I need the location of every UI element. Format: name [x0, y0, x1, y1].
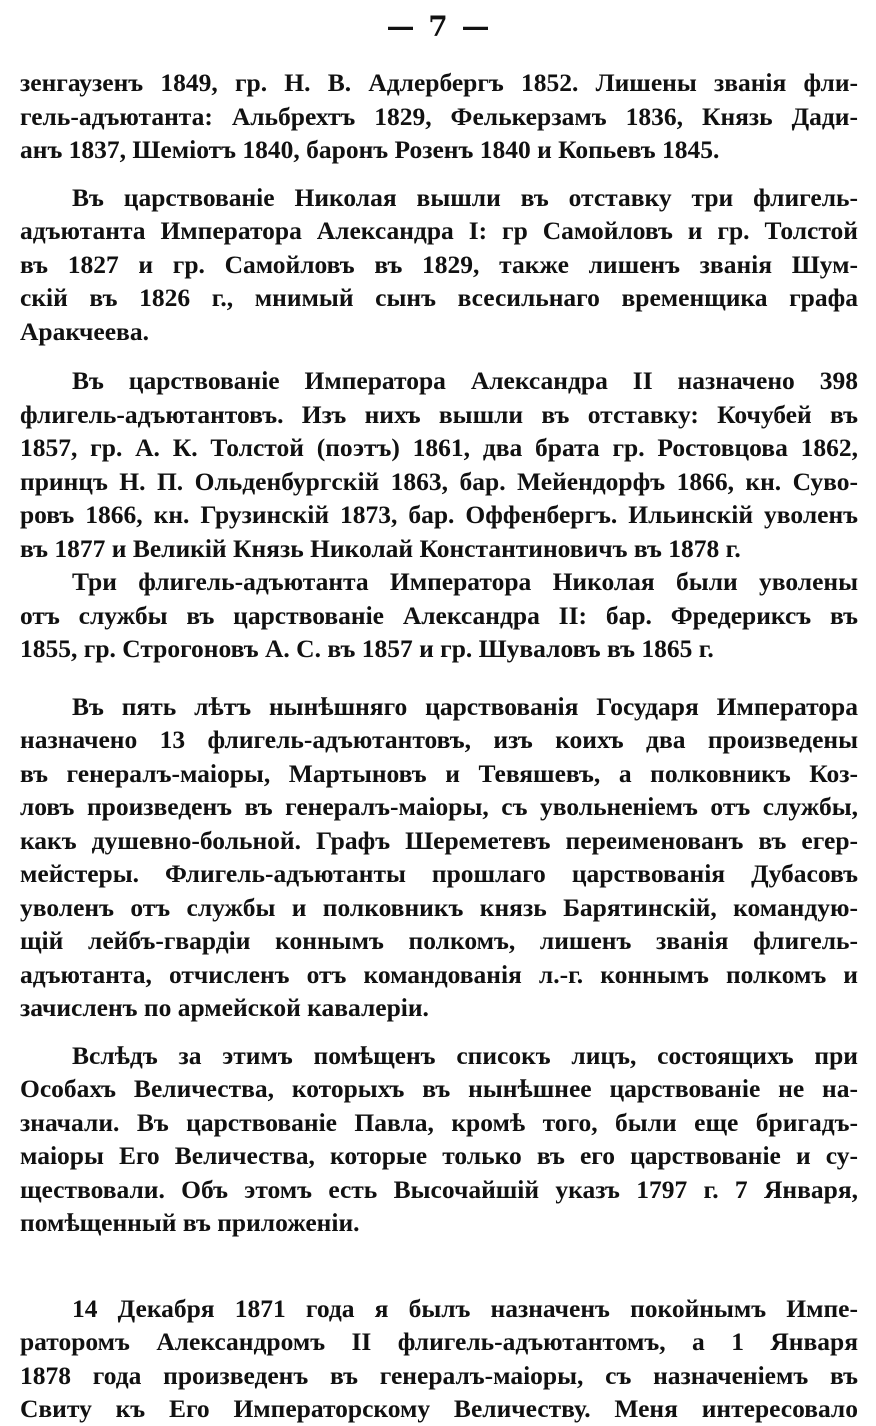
- paragraph-6: [20, 1039, 858, 1240]
- text-line: въ 1877 и Великій Князь Николай Константиновичъ въ 1878 г.: [20, 533, 741, 563]
- text-line: въ 1827 и гр. Самойловъ въ 1829, также лишенъ званія Шум-: [20, 249, 858, 279]
- text-line: адъютанта Императора Александра I: гр Самойловъ и гр. Толстой: [20, 216, 858, 245]
- text-line: скій въ 1826 г., мнимый сынъ всесильнаго временщика графа: [20, 283, 858, 312]
- text-line: 1878 года произведенъ въ генералъ-маіоры, съ назначеніемъ въ: [20, 1360, 858, 1390]
- text-line: Въ царствованіе Императора Александра II назначено 398: [72, 366, 858, 395]
- text-line: гель-адъютанта: Альбрехтъ 1829, Фелькерзамъ 1836, Князь Дади-: [20, 101, 858, 131]
- text-line: 1857, гр. А. К. Толстой (поэтъ) 1861, два брата гр. Ростовцова 1862,: [20, 433, 858, 462]
- text-line: зенгаузенъ 1849, гр. Н. В. Адлербергъ 1852. Лишены званія фли-: [20, 68, 858, 97]
- text-line: въ генералъ-маіоры, Мартыновъ и Тевяшевъ, а полковникъ Коз-: [20, 758, 858, 788]
- text-line: значали. Въ царствованіе Павла, кромѣ того, были еще бригадъ-: [20, 1107, 858, 1137]
- paragraph-7: [20, 1292, 858, 1426]
- text-line: принцъ Н. П. Ольденбургскій 1863, бар. Мейендорфъ 1866, кн. Суво-: [20, 466, 858, 496]
- paragraph-5: [20, 690, 858, 1025]
- text-line: Аракчеева.: [20, 316, 149, 346]
- text-line: адъютанта, отчисленъ отъ командованія л.-г. коннымъ полкомъ и: [20, 959, 858, 989]
- text-line: отъ службы въ царствованіе Александра II: бар. Фредериксъ въ: [20, 600, 858, 630]
- text-line: 14 Декабря 1871 года я былъ назначенъ покойнымъ Импе-: [72, 1293, 858, 1323]
- text-line: Вслѣдъ за этимъ помѣщенъ списокъ лицъ, состоящихъ при: [72, 1040, 858, 1070]
- text-line: 1855, гр. Строгоновъ А. С. въ 1857 и гр. Шуваловъ въ 1865 г.: [20, 634, 714, 663]
- text-line: Свиту къ Его Императорскому Величеству. Меня интересовало: [20, 1394, 858, 1423]
- text-line: раторомъ Александромъ II флигель-адъютантомъ, а 1 Января: [20, 1327, 858, 1356]
- text-line: ровъ 1866, кн. Грузинскій 1873, бар. Оффенбергъ. Ильинскій уволенъ: [20, 500, 858, 529]
- text-line: зачисленъ по армейской кавалеріи.: [20, 993, 429, 1022]
- text-line: какъ душевно-больной. Графъ Шереметевъ переименованъ въ егер-: [20, 825, 858, 855]
- text-line: анъ 1837, Шеміотъ 1840, баронъ Розенъ 1840 и Копьевъ 1845.: [20, 135, 720, 164]
- text-line: щій лейбъ-гвардіи коннымъ полкомъ, лишенъ званія флигель-: [20, 926, 858, 955]
- text-line: назначено 13 флигель-адъютантовъ, изъ коихъ два произведены: [20, 725, 858, 754]
- text-line: ловъ произведенъ въ генералъ-маіоры, съ увольненіемъ отъ службы,: [20, 792, 858, 821]
- text-line: Въ царствованіе Николая вышли въ отставку три флигель-: [72, 182, 858, 212]
- text-line: маіоры Его Величества, которые только въ его царствованіе и су-: [20, 1141, 858, 1170]
- text-line: Три флигель-адъютанта Императора Николая были уволены: [72, 567, 858, 596]
- paragraph-1: [20, 66, 858, 167]
- text-line: Особахъ Величества, которыхъ въ нынѣшнее царствованіе не на-: [20, 1074, 858, 1103]
- text-line: ществовали. Объ этомъ есть Высочайшій указъ 1797 г. 7 Января,: [20, 1174, 858, 1204]
- paragraph-2: [20, 181, 858, 349]
- text-line: флигель-адъютантовъ. Изъ нихъ вышли въ отставку: Кочубей въ: [20, 399, 858, 429]
- text-line: уволенъ отъ службы и полковникъ князь Барятинскій, командую-: [20, 892, 858, 922]
- text-line: Въ пять лѣтъ нынѣшняго царствованія Государя Императора: [72, 691, 858, 721]
- page-number: — 7 —: [386, 10, 492, 43]
- text-line: мейстеры. Флигель-адъютанты прошлаго царствованія Дубасовъ: [20, 859, 858, 888]
- paragraph-3: [20, 364, 858, 565]
- text-line: помѣщенный въ приложеніи.: [20, 1208, 360, 1237]
- paragraph-4: [20, 565, 858, 666]
